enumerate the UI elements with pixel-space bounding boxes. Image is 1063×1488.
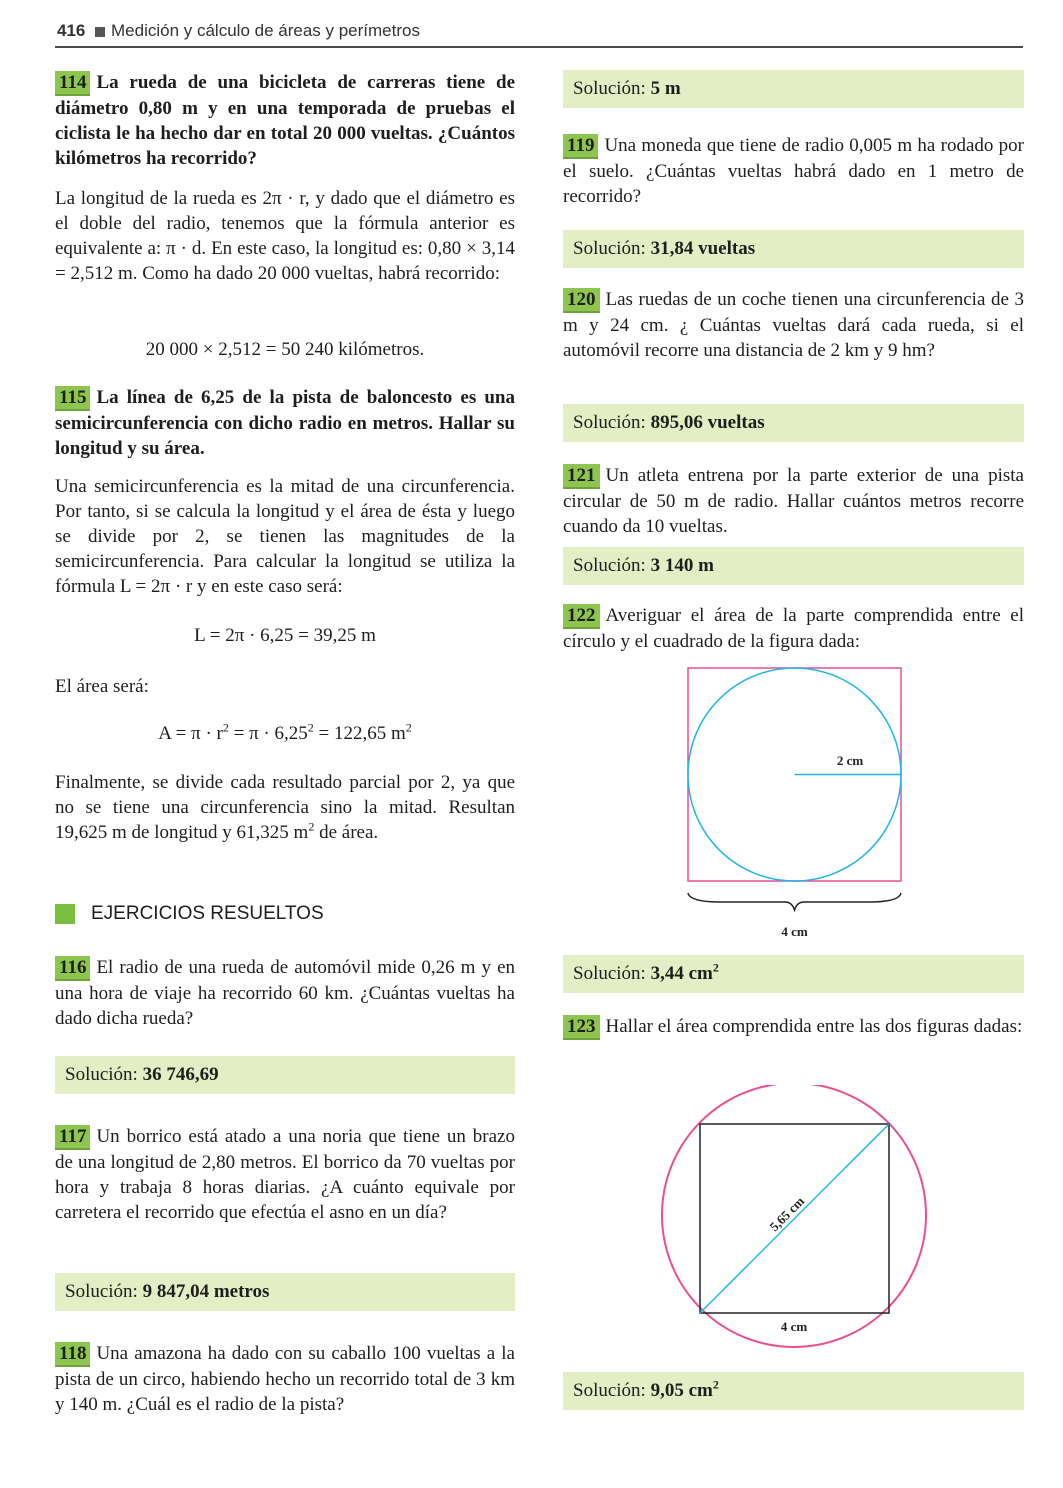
problem-118 xyxy=(55,1341,515,1417)
eq-sup: 2 xyxy=(222,720,229,735)
final-text: Finalmente, se divide cada resultado parcial por 2, ya que no se tiene una circunferencia sino la mitad. Resultan 19,625 m de longitud y 61,325 m xyxy=(55,772,515,843)
side-label: 4 cm xyxy=(781,924,808,939)
problem-114 xyxy=(55,70,515,171)
solution-value: 895,06 vueltas xyxy=(650,412,765,433)
area-intro xyxy=(55,674,515,699)
final-text-end: de área. xyxy=(314,822,379,843)
problem-number: 118 xyxy=(55,1342,90,1367)
solution-box xyxy=(563,1372,1024,1410)
problem-number: 119 xyxy=(563,134,598,159)
eq-sup: 2 xyxy=(405,720,412,735)
solution-label: Solución: xyxy=(573,78,651,99)
solution-box xyxy=(563,230,1024,268)
diagonal-label: 5,65 cm xyxy=(766,1193,808,1235)
problem-number: 123 xyxy=(563,1015,600,1040)
problem-question: Una amazona ha dado con su caballo 100 vueltas a la pista de un circo, habiendo hecho un recorrido total de 3 km y 140 m. ¿Cuál es el radio de la pista? xyxy=(55,1343,515,1415)
problem-number: 120 xyxy=(563,288,600,313)
solution-box xyxy=(563,70,1024,108)
problem-115-answer xyxy=(55,474,515,599)
diagonal-line xyxy=(700,1124,889,1313)
equation: 20 000 × 2,512 = 50 240 kilómetros. xyxy=(145,339,425,360)
problem-119 xyxy=(563,133,1024,209)
equation-114 xyxy=(55,337,515,362)
solution-value: 5 m xyxy=(650,78,681,99)
final-sup: 2 xyxy=(308,819,315,834)
solution-label: Solución: xyxy=(573,1380,651,1401)
brace-shape xyxy=(688,893,901,910)
solution-box xyxy=(55,1056,515,1094)
problem-number: 117 xyxy=(55,1125,90,1150)
problem-question: El radio de una rueda de automóvil mide 0,26 m y en una hora de viaje ha recorrido 60 km. ¿Cuántas vueltas ha dado dicha rueda? xyxy=(55,957,515,1029)
header-square-icon xyxy=(95,27,105,37)
section-title: EJERCICIOS RESUELTOS xyxy=(91,903,324,924)
problem-number: 121 xyxy=(563,464,600,489)
solution-label: Solución: xyxy=(65,1064,143,1085)
solution-value: 3 140 m xyxy=(650,555,714,576)
solution-value: 9,05 cm xyxy=(650,1380,713,1401)
solution-box xyxy=(563,955,1024,993)
page-number: 416 xyxy=(57,21,86,40)
problem-question: Las ruedas de un coche tienen una circunferencia de 3 m y 24 cm. ¿ Cuántas vueltas dará cada rueda, si el automóvil recorre una distancia de 2 km y 9 hm? xyxy=(563,289,1024,361)
solution-label: Solución: xyxy=(573,412,651,433)
problem-number: 122 xyxy=(563,604,600,629)
solution-label: Solución: xyxy=(573,963,651,984)
solution-label: Solución: xyxy=(65,1281,143,1302)
answer-text: La longitud de la rueda es 2π · r, y dado que el diámetro es el doble del radio, tenemos que la fórmula anterior es equivalente a: π · d. En este caso, la longitud es: 0,80 × 3,14 = 2,512 m. Como ha dado 20 000 vueltas, habrá recorrido: xyxy=(55,188,515,284)
solution-sup: 2 xyxy=(712,1377,719,1392)
solution-value: 3,44 cm xyxy=(650,963,713,984)
area-intro-text: El área será: xyxy=(55,676,149,697)
figure-square-in-circle xyxy=(650,1085,940,1350)
radius-label: 2 cm xyxy=(836,753,864,768)
problem-123 xyxy=(563,1014,1024,1040)
problem-question: La rueda de una bicicleta de carreras tiene de diámetro 0,80 m y en una temporada de pruebas el ciclista le ha hecho dar en total 20 000 vueltas. ¿Cuántos kilómetros ha recorrido? xyxy=(55,72,515,169)
equation: L = 2π · 6,25 = 39,25 m xyxy=(194,625,376,646)
solution-value: 31,84 vueltas xyxy=(650,238,756,259)
problem-115 xyxy=(55,385,515,461)
problem-120 xyxy=(563,287,1024,363)
page-header xyxy=(55,18,1023,48)
problem-question: Un borrico está atado a una noria que tiene un brazo de una longitud de 2,80 metros. El borrico da 70 vueltas por hora y trabaja 8 horas diarias. ¿A cuánto equivale por carretera el recorrido que efectúa el asno en un día? xyxy=(55,1126,515,1223)
problem-number: 115 xyxy=(55,386,90,411)
problem-number: 116 xyxy=(55,956,90,981)
problem-question: Hallar el área comprendida entre las dos figuras dadas: xyxy=(605,1016,1023,1037)
solution-label: Solución: xyxy=(573,238,651,259)
problem-number: 114 xyxy=(55,71,90,96)
section-square-icon xyxy=(55,904,75,924)
eq-part: A = π · r xyxy=(158,723,223,744)
problem-question: Averiguar el área de la parte comprendida entre el círculo y el cuadrado de la figura dada: xyxy=(563,605,1024,652)
solution-value: 36 746,69 xyxy=(142,1064,219,1085)
problem-117 xyxy=(55,1124,515,1225)
problem-115-final xyxy=(55,770,515,845)
figure-circle-in-square xyxy=(670,660,920,950)
solution-label: Solución: xyxy=(573,555,651,576)
side-label: 4 cm xyxy=(780,1319,808,1334)
solution-box xyxy=(55,1273,515,1311)
eq-part: = 122,65 m xyxy=(313,723,406,744)
problem-116 xyxy=(55,955,515,1031)
answer-text: Una semicircunferencia es la mitad de una circunferencia. Por tanto, si se calcula la longitud y el área de ésta y luego se divide por 2, se tienen las magnitudes de la semicircunferencia. Para calcular la longitud se utiliza la fórmula L = 2π · r y en este caso será: xyxy=(55,476,515,597)
problem-question: La línea de 6,25 de la pista de baloncesto es una semicircunferencia con dicho radio en metros. Hallar su longitud y su área. xyxy=(55,387,515,459)
problem-121 xyxy=(563,463,1024,539)
solution-box xyxy=(563,404,1024,442)
solution-sup: 2 xyxy=(712,960,719,975)
equation-115-length xyxy=(55,623,515,648)
equation-115-area xyxy=(55,721,515,746)
problem-114-answer xyxy=(55,186,515,286)
chapter-title: Medición y cálculo de áreas y perímetros xyxy=(111,21,420,40)
problem-question: Un atleta entrena por la parte exterior de una pista circular de 50 m de radio. Hallar cuántos metros recorre cuando da 10 vueltas. xyxy=(563,465,1024,537)
eq-part: = π · 6,25 xyxy=(228,723,308,744)
solution-box xyxy=(563,547,1024,585)
solution-value: 9 847,04 metros xyxy=(142,1281,270,1302)
problem-122 xyxy=(563,603,1024,654)
problem-question: Una moneda que tiene de radio 0,005 m ha rodado por el suelo. ¿Cuántas vueltas habrá dado en 1 metro de recorrido? xyxy=(563,135,1024,207)
eq-sup: 2 xyxy=(307,720,314,735)
